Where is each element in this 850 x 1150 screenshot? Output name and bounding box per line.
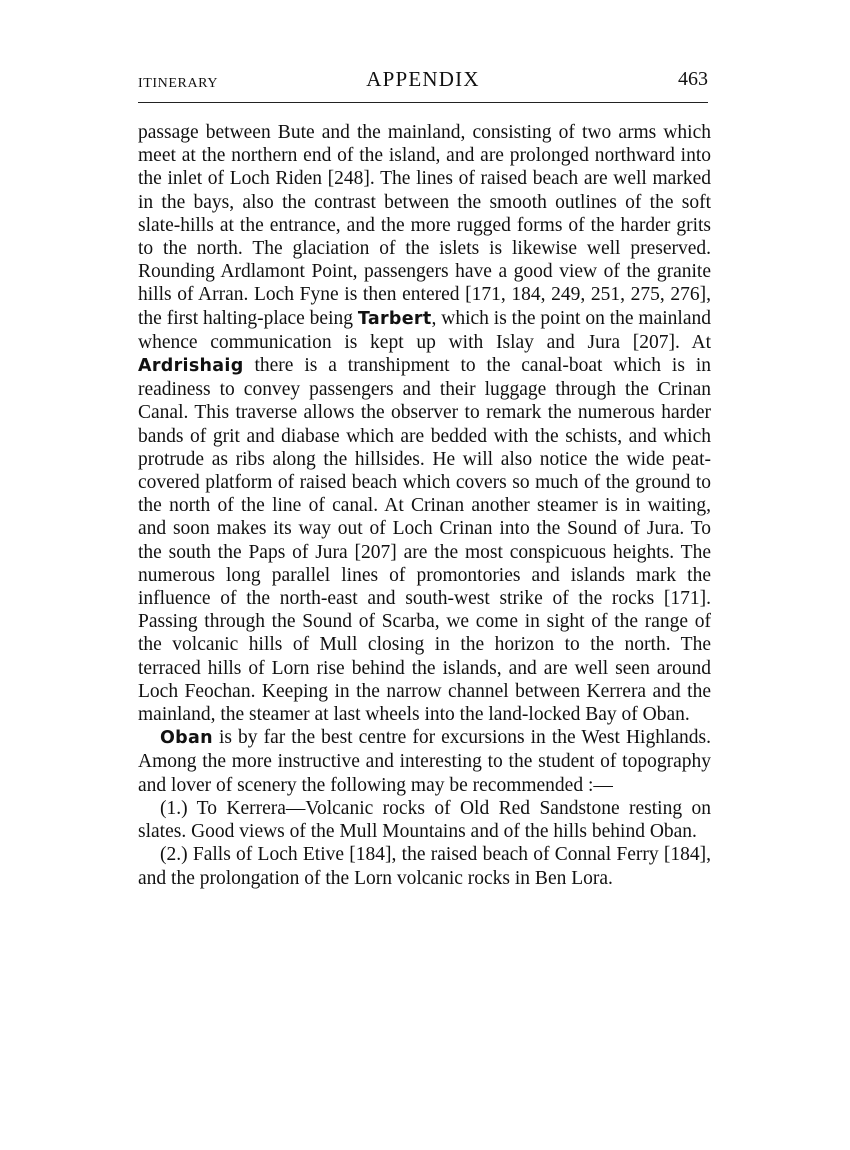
header-rule [138,102,708,103]
text-segment: , which is the point on the mainland whence communication is kept up with Islay and Jura [207]. At [138,307,711,353]
page-header [138,66,708,96]
running-head-title: APPENDIX [366,67,480,91]
body-text [138,121,711,890]
text-segment: there is a transhipment to the canal-boat which is in readiness to convey passengers and their luggage through the Crinan Canal. This traverse allows the observer to remark the numerous harder bands of grit and diabase which are bedded with the schists, and which protrude as ribs along the hillsides. He will also notice the wide peat-covered platform of raised beach which covers so much of the ground to the north of the line of canal. At Crinan another steamer is in waiting, and soon makes its way out of Loch Crinan into the Sound of Jura. To the south the Paps of Jura [207] are the most conspicuous heights. The numerous long parallel lines of promontories and islands mark the influence of the north-east and south-west strike of the rocks [171]. Passing through the Sound of Scarba, we come in sight of the range of the volcanic hills of Mull closing in the horizon to the north. The terraced hills of Lorn rise behind the islands, and are well seen around Loch Feochan. Keeping in the narrow channel between Kerrera and the mainland, the steamer at last wheels into the land-locked Bay of Oban. [138,355,711,726]
paragraph-excursion-1 [138,797,711,843]
place-name-oban: Oban [160,728,213,749]
page-number: 463 [678,68,708,90]
text-segment: (1.) To Kerrera—Volcanic rocks of Old Red Sandstone resting on slates. Good views of the Mull Mountains and of the hills behind Oban. [138,797,711,843]
place-name-tarbert: Tarbert [357,308,432,329]
place-name-ardrishaig: Ardrishaig [138,356,244,377]
text-segment: passage between Bute and the mainland, consisting of two arms which meet at the northern end of the island, and are prolonged northward into the inlet of Loch Riden [248]. The lines of raised beach are well marked in the bays, also the contrast between the smooth outlines of the soft slate-hills at the entrance, and the more rugged forms of the harder grits to the north. The glaciation of the islets is likewise well preserved. Rounding Ardlamont Point, passengers have a good view of the granite hills of Arran. Loch Fyne is then entered [171, 184, 249, 251, 275, 276], the first halting-place being [138,122,711,329]
paragraph-excursion-2 [138,843,711,889]
running-head-section: ITINERARY [138,76,219,91]
text-segment: (2.) Falls of Loch Etive [184], the raised beach of Connal Ferry [184], and the prolongation of the Lorn volcanic rocks in Ben Lora. [138,844,711,889]
paragraph-itinerary [138,121,711,726]
paragraph-oban [138,726,711,797]
text-segment: is by far the best centre for excursions in the West Highlands. Among the more instructive and interesting to the student of topography and lover of scenery the following may be recommended :— [138,727,711,796]
